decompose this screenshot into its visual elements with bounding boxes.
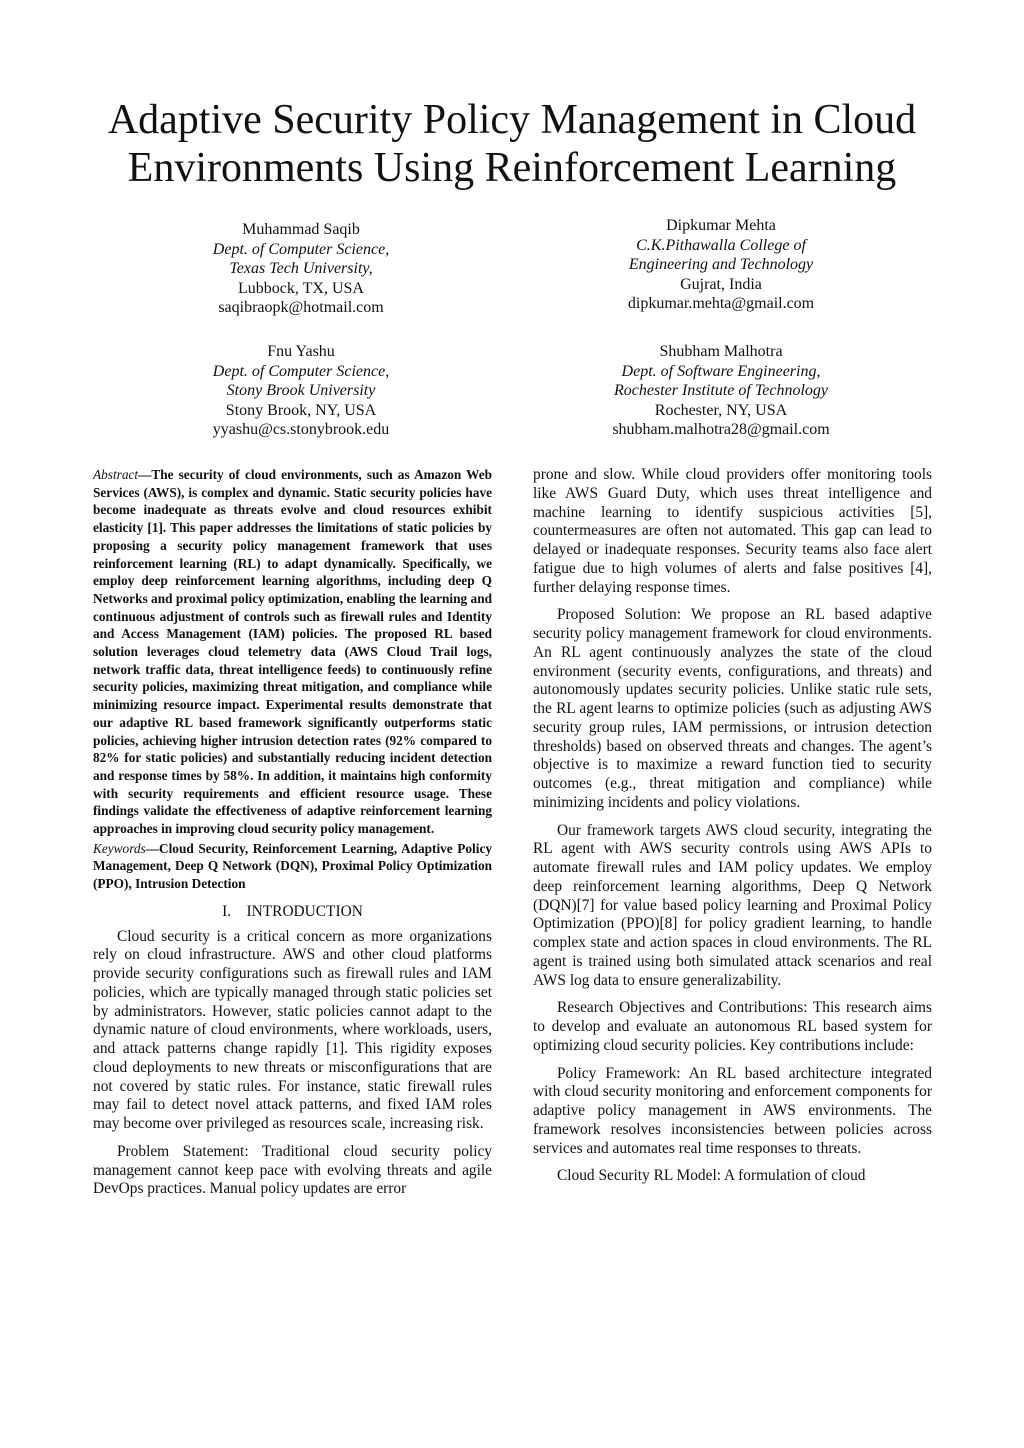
author-name: Dipkumar Mehta — [666, 217, 776, 234]
paper-title — [60, 96, 964, 192]
author-card — [561, 342, 881, 440]
author-org: Stony Brook University — [226, 382, 376, 400]
author-card — [561, 216, 881, 314]
paragraph-continuation: prone and slow. While cloud providers offer monitoring tools like AWS Guard Duty, which uses threat intelligence and machine learning to identify suspicious activities [5], countermeasures are often not automated. This gap can lead to delayed or inadequate responses. Security teams also face alert fatigue due to high volumes of alerts and false positives [4], further delaying response times. — [533, 466, 932, 596]
paragraph: Our framework targets AWS cloud security, integrating the RL agent with AWS security controls using AWS APIs to automate firewall rules and IAM policy updates. We employ deep reinforcement learning algorithms, Deep Q Network (DQN)[7] for value based policy learning and Proximal Policy Optimization (PPO)[8] for policy gradient learning, to handle complex state and action spaces in cloud environments. The RL agent is trained using both simulated attack scenarios and real AWS log data to ensure generalizability. — [533, 821, 932, 989]
section-heading-introduction: I. INTRODUCTION — [222, 902, 363, 920]
paragraph: Proposed Solution: We propose an RL based adaptive security policy management framework for cloud environments. An RL agent continuously analyzes the state of the cloud environment (security events, configurations, and threats) and autonomously updates security policies. Unlike static rule sets, the RL agent learns to optimize policies (such as adjusting AWS security group rules, IAM permissions, or intrusion detection thresholds) based on observed threats and changes. The agent’s objective is to maximize a reward function tied to security outcomes (e.g., threat mitigation and compliance) while minimizing incidents and policy violations. — [533, 606, 932, 811]
author-email[interactable]: dipkumar.mehta@gmail.com — [627, 295, 815, 313]
paragraph: Problem Statement: Traditional cloud security policy management cannot keep pace with evolving threats and agile DevOps practices. Manual policy updates are error — [93, 1142, 492, 1198]
title-line-2: Environments Using Reinforcement Learning — [127, 145, 897, 191]
author-name: Shubham Malhotra — [659, 343, 783, 360]
abstract-text: The security of cloud environments, such as Amazon Web Services (AWS), is complex and dynamic. Static security policies have become inadequate as threats evolve and cloud resources exhibit elasticity [1]. This paper addresses the limitations of static policies by proposing a security policy management framework that uses reinforcement learning (RL) to adapt dynamically. Specifically, we employ deep reinforcement learning algorithms, including deep Q Networks and proximal policy optimization, enabling the learning and continuous adjustment of controls such as firewall rules and Identity and Access Management (IAM) policies. The proposed RL based solution leverages cloud telemetry data (AWS Cloud Trail logs, network traffic data, threat intelligence feeds) to continuously refine security policies, maximizing threat mitigation, and compliance while minimizing resource impact. Experimental results demonstrate that our adaptive RL based framework significantly outperforms static policies, achieving higher intrusion detection rates (92% compared to 82% for static policies) and substantially reducing incident detection and response times by 58%. In addition, it maintains high conformity with security requirements and efficient resource usage. These findings validate the effectiveness of adaptive reinforcement learning approaches in improving cloud security policy management. — [93, 467, 492, 837]
left-column — [93, 466, 492, 1208]
author-name: Muhammad Saqib — [242, 221, 360, 238]
author-card — [141, 220, 461, 318]
title-line-1: Adaptive Security Policy Management in Cloud — [107, 97, 917, 143]
author-dept: Dept. of Computer Science, — [212, 362, 390, 380]
author-email[interactable]: yyashu@cs.stonybrook.edu — [212, 421, 390, 439]
author-org: Rochester Institute of Technology — [613, 382, 829, 400]
author-email[interactable]: saqibraopk@hotmail.com — [218, 299, 384, 317]
right-column — [533, 466, 932, 1195]
paragraph: Cloud Security RL Model: A formulation of cloud — [557, 1167, 866, 1185]
author-org: Engineering and Technology — [628, 256, 814, 274]
author-org: Texas Tech University, — [229, 260, 373, 278]
author-dept: C.K.Pithawalla College of — [636, 236, 806, 254]
paragraph: Research Objectives and Contributions: This research aims to develop and evaluate an autonomous RL based system for optimizing cloud security policies. Key contributions include: — [533, 999, 932, 1054]
keywords — [93, 840, 492, 893]
author-location: Rochester, NY, USA — [654, 401, 788, 419]
author-location: Lubbock, TX, USA — [238, 279, 364, 297]
abstract — [93, 466, 492, 838]
author-location: Stony Brook, NY, USA — [225, 401, 377, 419]
keywords-dash: — — [145, 840, 159, 856]
author-location: Gujrat, India — [680, 275, 762, 293]
abstract-label: Abstract — [93, 467, 139, 482]
keywords-text: Cloud Security, Reinforcement Learning, Adaptive Policy Management, Deep Q Network (DQN), Proximal Policy Optimization (PPO), Intrusion Detection — [93, 840, 492, 892]
author-dept: Dept. of Computer Science, — [212, 240, 390, 258]
author-dept: Dept. of Software Engineering, — [621, 362, 821, 380]
paragraph: Cloud security is a critical concern as more organizations rely on cloud infrastructure. AWS and other cloud platforms provide security configurations such as firewall rules and IAM policies, which are typically managed through static policies set by administrators. However, static policies cannot adapt to the dynamic nature of cloud environments, where workloads, users, and attack patterns change rapidly [1]. This rigidity exposes cloud deployments to new threats or misconfigurations that are not covered by static rules. For instance, static firewall rules may fail to detect novel attack patterns, and fixed IAM roles may become over privileged as resources scale, increasing risk. — [93, 927, 492, 1133]
author-email[interactable]: shubham.malhotra28@gmail.com — [612, 421, 830, 439]
keywords-label: Keywords — [93, 840, 146, 856]
author-name: Fnu Yashu — [267, 343, 335, 360]
paragraph: Policy Framework: An RL based architecture integrated with cloud security monitoring and enforcement components for adaptive policy management in AWS environments. The framework resolves inconsistencies between policies across services and automates real time responses to threats. — [533, 1064, 932, 1157]
abstract-dash: — — [138, 467, 152, 482]
author-card — [141, 342, 461, 440]
